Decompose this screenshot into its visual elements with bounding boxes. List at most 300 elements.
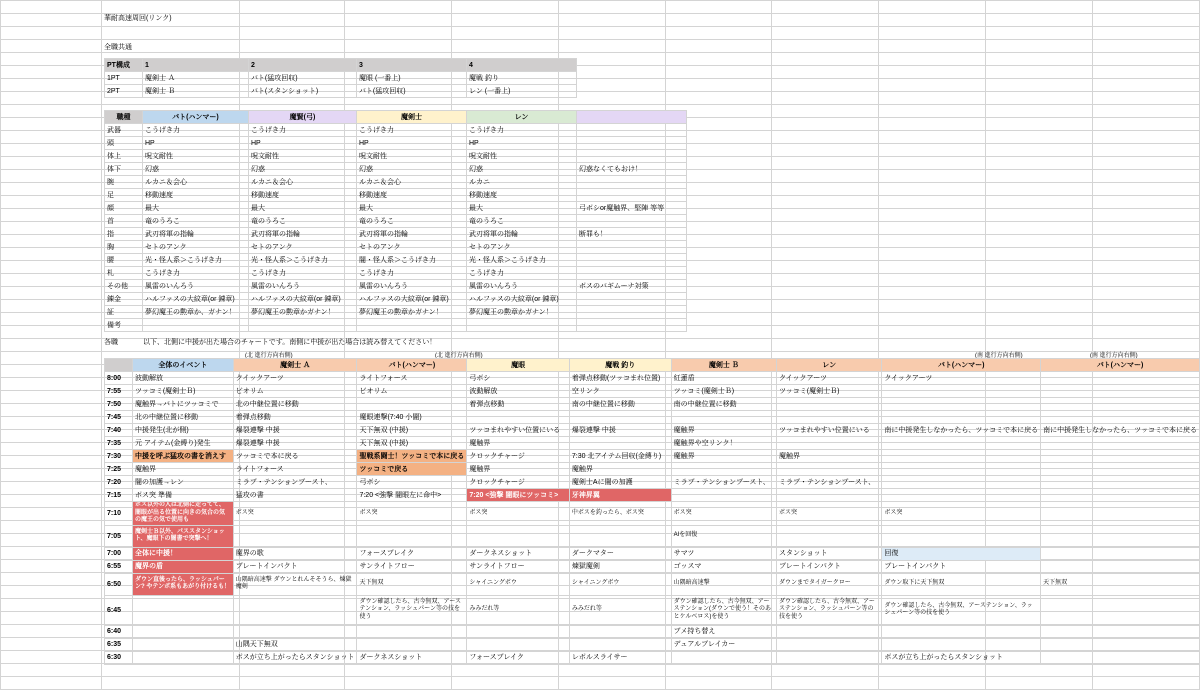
chart-cell[interactable]: 魔触界 [671,424,776,437]
grid-cell[interactable] [1,287,102,300]
gear-cell[interactable]: 夢幻魔王の勲章かガナン！ [357,306,467,319]
grid-cell[interactable] [879,300,986,313]
gear-cell[interactable]: 武刃将軍の指輪 [143,228,249,241]
gear-cell[interactable]: 胸 [105,241,143,254]
grid-cell[interactable] [1093,287,1200,300]
grid-cell[interactable] [451,40,558,53]
gear-cell[interactable]: 最大 [249,202,357,215]
gear-cell[interactable]: こうげき力 [143,267,249,280]
gear-cell[interactable]: こうげき力 [467,124,577,137]
chart-cell[interactable]: 着弾点移動 [467,398,570,411]
grid-cell[interactable] [1,339,102,352]
grid-cell[interactable] [1,534,102,547]
grid-cell[interactable] [986,222,1093,235]
chart-cell[interactable] [1041,385,1200,398]
chart-cell[interactable]: ダウン確認したら、古今無双、アーステンション、ラッシュパーン等の技を使う [777,595,882,625]
chart-cell[interactable]: AIを回復 [671,525,776,547]
grid-cell[interactable] [1093,118,1200,131]
grid-cell[interactable] [879,209,986,222]
grid-cell[interactable] [986,248,1093,261]
chart-cell[interactable] [882,450,1041,463]
grid-cell[interactable] [986,300,1093,313]
grid-cell[interactable] [1093,196,1200,209]
gear-cell[interactable]: HP [249,137,357,150]
chart-cell[interactable]: スタンショット [777,547,882,560]
grid-cell[interactable] [102,664,240,677]
grid-cell[interactable] [558,40,665,53]
gear-cell[interactable]: 武器 [105,124,143,137]
grid-cell[interactable] [986,326,1093,339]
grid-cell[interactable] [986,1,1093,14]
grid-cell[interactable] [665,339,772,352]
gear-cell[interactable]: 夢幻魔王の勲章かガナン！ [467,306,577,319]
grid-cell[interactable] [1093,274,1200,287]
grid-cell[interactable] [879,274,986,287]
grid-cell[interactable] [986,170,1093,183]
chart-cell[interactable]: 山隅天下無双 [233,638,357,651]
grid-cell[interactable] [1,482,102,495]
grid-cell[interactable] [1,326,102,339]
gear-cell[interactable]: 最大 [143,202,249,215]
grid-cell[interactable] [1093,40,1200,53]
gear-cell[interactable]: 断罪も！ [577,228,687,241]
grid-cell[interactable] [102,27,240,40]
chart-cell[interactable] [1041,372,1200,385]
chart-cell[interactable] [1041,450,1200,463]
gear-cell[interactable] [577,306,687,319]
gear-cell[interactable] [357,319,467,332]
gear-cell[interactable]: 顔 [105,202,143,215]
grid-cell[interactable] [879,118,986,131]
gear-cell[interactable]: 最大 [357,202,467,215]
gear-cell[interactable]: ハルファスの大紋章(or 錬章) [357,293,467,306]
gear-cell[interactable]: ボスのバギムーナ対策 [577,280,687,293]
gear-cell[interactable]: 移動速度 [249,189,357,202]
gear-cell[interactable]: 光・怪人系＞こうげき力 [143,254,249,267]
chart-cell[interactable]: 魔剣士Ｂ以外、パススタンショット、魔眼下の闇書で突撃へ！ [133,525,234,547]
chart-cell[interactable] [882,638,1041,651]
gear-cell[interactable]: 首 [105,215,143,228]
chart-cell[interactable]: サマツ [671,547,776,560]
chart-cell[interactable]: 南の中継位置に移動 [671,398,776,411]
chart-cell[interactable] [133,595,234,625]
grid-cell[interactable] [986,131,1093,144]
chart-cell[interactable]: レボルスライサー [569,651,671,664]
gear-cell[interactable]: セトのアンク [467,241,577,254]
gear-cell[interactable]: 竜のうろこ [249,215,357,228]
grid-cell[interactable] [239,40,344,53]
chart-cell[interactable] [777,437,882,450]
grid-cell[interactable] [772,79,879,92]
grid-cell[interactable] [772,261,879,274]
pt-cell[interactable]: 1PT [105,72,143,85]
chart-cell[interactable]: フォースブレイク [357,547,467,560]
chart-cell[interactable]: ツッコミ(魔剣士Ｂ) [671,385,776,398]
gear-cell[interactable]: 幻惑 [357,163,467,176]
grid-cell[interactable] [772,66,879,79]
gear-cell[interactable]: 頭 [105,137,143,150]
gear-cell[interactable]: こうげき力 [249,124,357,137]
grid-cell[interactable] [451,14,558,27]
chart-cell[interactable]: ダウン取下に天下無双 [882,573,1041,595]
grid-cell[interactable] [1093,157,1200,170]
chart-cell[interactable] [671,463,776,476]
grid-cell[interactable] [558,664,665,677]
grid-cell[interactable] [879,66,986,79]
grid-cell[interactable] [1,209,102,222]
grid-cell[interactable] [879,79,986,92]
grid-cell[interactable] [986,105,1093,118]
chart-cell[interactable]: 山隅暗高速撃 ダウンとれんそそうら、煉獄魔剣 [233,573,357,595]
gear-cell[interactable]: 呪文耐性 [143,150,249,163]
chart-cell[interactable] [1041,638,1200,651]
pt-cell[interactable]: 魔剣士 Ｂ [143,85,249,98]
gear-cell[interactable]: 足 [105,189,143,202]
gear-cell[interactable]: 指 [105,228,143,241]
gear-cell[interactable]: 竜のうろこ [467,215,577,228]
chart-cell[interactable]: ボス突 [357,502,467,526]
grid-cell[interactable] [879,248,986,261]
grid-cell[interactable] [772,92,879,105]
chart-cell[interactable] [467,638,570,651]
gear-cell[interactable]: HP [143,137,249,150]
gear-cell[interactable]: 錬金 [105,293,143,306]
chart-cell[interactable] [569,411,671,424]
grid-cell[interactable] [1093,79,1200,92]
grid-cell[interactable] [1,183,102,196]
chart-cell[interactable]: 魔剣士Aに闇の加護 [569,476,671,489]
chart-cell[interactable] [882,525,1041,547]
gear-cell[interactable] [577,267,687,280]
chart-cell[interactable] [777,398,882,411]
gear-cell[interactable]: ルカニ＆会心 [357,176,467,189]
chart-cell[interactable] [777,651,882,664]
gear-cell[interactable]: ルカニ＆会心 [143,176,249,189]
grid-cell[interactable] [879,339,986,352]
grid-cell[interactable] [772,118,879,131]
grid-cell[interactable] [1,157,102,170]
gear-cell[interactable] [577,241,687,254]
gear-cell[interactable] [577,319,687,332]
grid-cell[interactable] [986,196,1093,209]
chart-cell[interactable]: 魔触界 [777,450,882,463]
grid-cell[interactable] [986,118,1093,131]
grid-cell[interactable] [1,443,102,456]
grid-cell[interactable] [772,677,879,690]
grid-cell[interactable] [986,157,1093,170]
chart-cell[interactable]: 闇の加護→レン [133,476,234,489]
gear-cell[interactable] [577,124,687,137]
grid-cell[interactable] [1,469,102,482]
gear-cell[interactable]: 竜のうろこ [143,215,249,228]
chart-cell[interactable]: ダウン確認したら、古今無双、アーステンション(ダウンで使う！そのあとケルベロス)を使う [671,595,776,625]
grid-cell[interactable] [1,560,102,573]
chart-cell[interactable]: みみだれ等 [467,595,570,625]
grid-cell[interactable] [1,222,102,235]
chart-cell[interactable]: ゴッスマ [671,560,776,573]
chart-cell[interactable] [882,625,1041,638]
grid-cell[interactable] [772,144,879,157]
grid-cell[interactable] [665,79,772,92]
chart-cell[interactable] [233,625,357,638]
chart-cell[interactable] [882,476,1041,489]
chart-cell[interactable] [357,638,467,651]
chart-cell[interactable]: 元 アイテム(金縛り)発生 [133,437,234,450]
grid-cell[interactable] [772,40,879,53]
chart-cell[interactable] [1041,547,1200,560]
chart-cell[interactable]: ボス突 [467,502,570,526]
grid-cell[interactable] [665,40,772,53]
chart-cell[interactable]: 煉獄魔剣 [569,560,671,573]
grid-cell[interactable] [1,144,102,157]
gear-cell[interactable]: 闇・怪人系＞こうげき力 [357,254,467,267]
gear-cell[interactable]: 移動速度 [467,189,577,202]
chart-cell[interactable]: クロックチャージ [467,450,570,463]
chart-cell[interactable]: 魔触界や空リンク！ [671,437,776,450]
grid-cell[interactable] [239,664,344,677]
grid-cell[interactable] [1093,183,1200,196]
gear-cell[interactable]: 呪文耐性 [467,150,577,163]
grid-cell[interactable] [1,677,102,690]
chart-cell[interactable] [777,489,882,502]
grid-cell[interactable] [1,274,102,287]
chart-cell[interactable]: ライトフォース [233,463,357,476]
grid-cell[interactable] [879,157,986,170]
chart-cell[interactable] [882,398,1041,411]
grid-cell[interactable] [772,274,879,287]
chart-cell[interactable]: ダークネスショット [467,547,570,560]
chart-cell[interactable] [569,638,671,651]
chart-cell[interactable]: みみだれ等 [569,595,671,625]
gear-cell[interactable]: 武刃将軍の指輪 [249,228,357,241]
grid-cell[interactable] [1,586,102,599]
gear-cell[interactable]: ルカニ＆会心 [249,176,357,189]
chart-cell[interactable]: 7:20 <強撃 闇眼左に命中> [357,489,467,502]
grid-cell[interactable] [772,339,879,352]
chart-cell[interactable] [882,489,1041,502]
grid-cell[interactable] [1093,66,1200,79]
gear-cell[interactable]: 備考 [105,319,143,332]
chart-cell[interactable] [1041,502,1200,526]
chart-cell[interactable]: 猛攻の書 [233,489,357,502]
chart-cell[interactable]: 波動解放 [467,385,570,398]
grid-cell[interactable] [344,27,451,40]
chart-cell[interactable] [882,411,1041,424]
grid-cell[interactable] [1,27,102,40]
grid-cell[interactable] [1093,144,1200,157]
grid-cell[interactable] [772,248,879,261]
grid-cell[interactable] [879,183,986,196]
chart-cell[interactable] [569,525,671,547]
grid-cell[interactable] [1,456,102,469]
chart-cell[interactable]: ツッコまれやすい位置にいる [467,424,570,437]
grid-cell[interactable] [558,1,665,14]
grid-cell[interactable] [772,313,879,326]
chart-cell[interactable]: ボス突 [777,502,882,526]
grid-cell[interactable] [451,1,558,14]
grid-cell[interactable] [772,157,879,170]
gear-cell[interactable] [577,215,687,228]
gear-cell[interactable]: ハルファスの大紋章(or 錬章) [467,293,577,306]
chart-cell[interactable]: 魔眼連撃(7:40 小闇) [357,411,467,424]
chart-cell[interactable]: 聖戦系闘士！ツッコミで本に戻る [357,450,467,463]
chart-cell[interactable] [1041,437,1200,450]
chart-cell[interactable] [133,625,234,638]
chart-cell[interactable]: 牙神昇翼 [569,489,671,502]
chart-cell[interactable]: ツッコまれやすい位置にいる [777,424,882,437]
gear-cell[interactable] [577,176,687,189]
chart-cell[interactable] [882,385,1041,398]
chart-cell[interactable]: ダウン確認したら、古今無双、アーステンション、ラッシュパーン等の技を使う [357,595,467,625]
gear-cell[interactable]: 幻惑 [249,163,357,176]
gear-cell[interactable]: 幻惑 [143,163,249,176]
chart-cell[interactable] [1041,560,1200,573]
grid-cell[interactable] [986,183,1093,196]
gear-cell[interactable]: 移動速度 [357,189,467,202]
pt-cell[interactable]: バト(猛攻回収) [357,85,467,98]
grid-cell[interactable] [344,14,451,27]
chart-cell[interactable]: ブメ持ち替え [671,625,776,638]
chart-cell[interactable]: 中ボスを釣ったら、ボス突 [569,502,671,526]
grid-cell[interactable] [772,664,879,677]
chart-cell[interactable]: ツッコミで本に戻る [233,450,357,463]
grid-cell[interactable] [772,300,879,313]
chart-cell[interactable]: クイックアーツ [233,372,357,385]
chart-cell[interactable] [777,463,882,476]
gear-cell[interactable]: こうげき力 [357,267,467,280]
grid-cell[interactable] [879,664,986,677]
grid-cell[interactable] [1093,170,1200,183]
chart-cell[interactable]: フォースブレイク [467,651,570,664]
chart-cell[interactable] [777,625,882,638]
grid-cell[interactable] [772,196,879,209]
grid-cell[interactable] [986,144,1093,157]
grid-cell[interactable] [558,677,665,690]
chart-cell[interactable]: 天下無双 [1041,573,1200,595]
grid-cell[interactable] [344,40,451,53]
chart-cell[interactable]: 紅蓮盾 [671,372,776,385]
grid-cell[interactable] [1,261,102,274]
chart-cell[interactable] [233,525,357,547]
gear-cell[interactable]: 風雷のいんろう [357,280,467,293]
chart-cell[interactable]: 弓ボシ [357,476,467,489]
gear-cell[interactable]: 弓ボシor魔触界、堅陣 等等 [577,202,687,215]
grid-cell[interactable] [1093,53,1200,66]
chart-cell[interactable] [777,411,882,424]
chart-cell[interactable]: ビオリム [233,385,357,398]
grid-cell[interactable] [1,495,102,508]
chart-cell[interactable]: 中援を呼ぶ猛攻の書を消えす [133,450,234,463]
chart-cell[interactable]: 中援発生(北が側) [133,424,234,437]
grid-cell[interactable] [772,105,879,118]
chart-cell[interactable]: サンライトフロー [357,560,467,573]
chart-cell[interactable]: 着弾点移動 [233,411,357,424]
gear-cell[interactable]: ルカニ [467,176,577,189]
grid-cell[interactable] [1,404,102,417]
gear-cell[interactable] [577,293,687,306]
grid-cell[interactable] [1,79,102,92]
chart-cell[interactable]: ブレートインパクト [777,560,882,573]
chart-cell[interactable] [357,525,467,547]
grid-cell[interactable] [1093,313,1200,326]
grid-cell[interactable] [1093,664,1200,677]
chart-cell[interactable]: ダウン直後ったら、ラッシュパーン? やテンポ系もあがり付けるも！ [133,573,234,595]
chart-cell[interactable]: ツッコミ(魔剣士Ｂ) [133,385,234,398]
gear-cell[interactable]: 札 [105,267,143,280]
gear-cell[interactable]: 移動速度 [143,189,249,202]
chart-cell[interactable]: クイックアーツ [882,372,1041,385]
chart-cell[interactable] [1041,463,1200,476]
gear-cell[interactable]: 光・怪人系＞こうげき力 [467,254,577,267]
grid-cell[interactable] [879,326,986,339]
grid-cell[interactable] [1093,92,1200,105]
chart-cell[interactable]: 南に中援発生しなかったら、ツッコミで本に戻る [1041,424,1200,437]
chart-cell[interactable] [671,411,776,424]
chart-cell[interactable] [671,489,776,502]
grid-cell[interactable] [1,40,102,53]
chart-cell[interactable]: 着弾点移動(ツッコまれ位置) [569,372,671,385]
chart-cell[interactable]: 魔触界 [467,463,570,476]
chart-cell[interactable]: ボス突 [882,502,1041,526]
pt-cell[interactable]: 魔戦 釣り [467,72,577,85]
gear-cell[interactable] [577,137,687,150]
chart-cell[interactable]: クイックアーツ [777,372,882,385]
chart-cell[interactable]: 爆裂連撃 中援 [233,424,357,437]
grid-cell[interactable] [879,196,986,209]
gear-cell[interactable]: こうげき力 [357,124,467,137]
grid-cell[interactable] [1,196,102,209]
grid-cell[interactable] [986,53,1093,66]
grid-cell[interactable] [879,144,986,157]
pt-cell[interactable]: 魔剣士 Ａ [143,72,249,85]
grid-cell[interactable] [1093,300,1200,313]
grid-cell[interactable] [1,66,102,79]
chart-cell[interactable] [882,463,1041,476]
chart-cell[interactable] [882,437,1041,450]
chart-cell[interactable]: 爆裂連撃 中援 [569,424,671,437]
grid-cell[interactable] [986,92,1093,105]
grid-cell[interactable] [879,40,986,53]
grid-cell[interactable] [1,625,102,638]
gear-cell[interactable]: ハルファスの大紋章(or 錬章) [249,293,357,306]
chart-cell[interactable] [1041,476,1200,489]
chart-cell[interactable] [671,651,776,664]
grid-cell[interactable] [772,14,879,27]
grid-cell[interactable] [1,651,102,664]
grid-cell[interactable] [1093,326,1200,339]
chart-cell[interactable]: ダウン確認したら、古今無双、アーステンション、ラッシュパーン等の技を使う [882,595,1041,625]
grid-cell[interactable] [879,287,986,300]
chart-cell[interactable]: ボスが立ち上がったらスタンショット [233,651,357,664]
grid-cell[interactable] [1,430,102,443]
chart-cell[interactable]: ミラブ・テンションブースト、 [671,476,776,489]
grid-cell[interactable] [665,677,772,690]
chart-cell[interactable]: ミラブ・テンションブースト、 [233,476,357,489]
grid-cell[interactable] [772,1,879,14]
chart-cell[interactable]: 魔触界 [467,437,570,450]
grid-cell[interactable] [1,53,102,66]
grid-cell[interactable] [772,222,879,235]
grid-cell[interactable] [986,261,1093,274]
grid-cell[interactable] [1,92,102,105]
chart-cell[interactable] [1041,651,1200,664]
grid-cell[interactable] [879,1,986,14]
grid-cell[interactable] [772,27,879,40]
chart-cell[interactable]: ボス以外の人は北側に走ってて、闇眼が出る位置に向きの気合の気の魔王の気で使用も [133,502,234,526]
pt-cell[interactable]: バト(スタンショット) [249,85,357,98]
chart-cell[interactable]: 魔触界→バトにツッコミで [133,398,234,411]
grid-cell[interactable] [986,274,1093,287]
